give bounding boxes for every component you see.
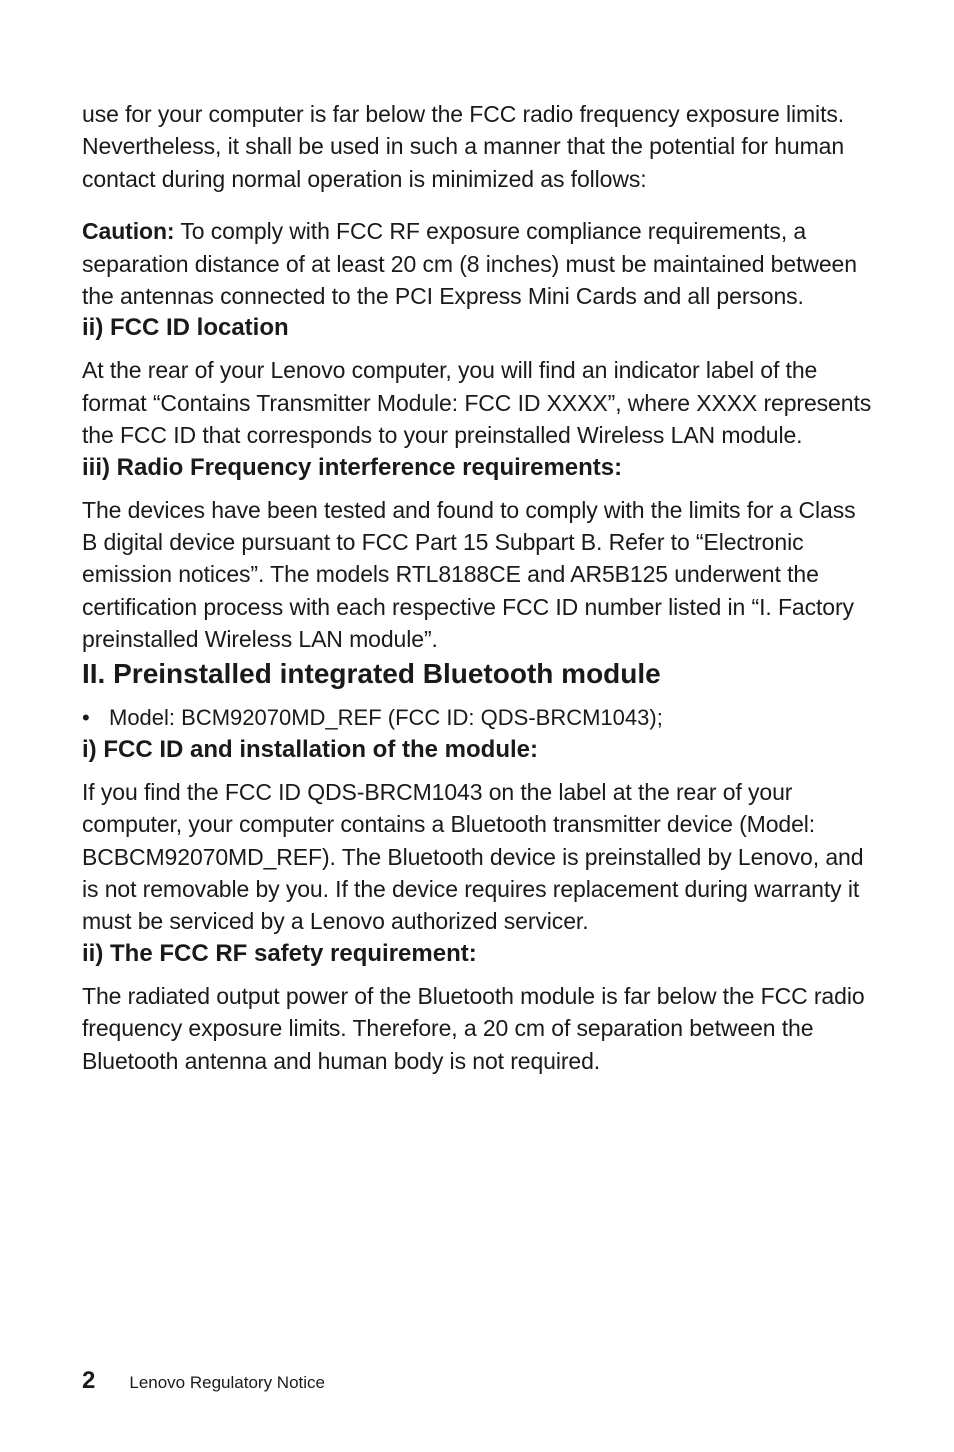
rf-interference-heading: iii) Radio Frequency interference requirements: [82, 453, 623, 481]
list-item [82, 702, 872, 734]
page-number: 2 [82, 1367, 96, 1394]
fcc-id-location-heading: ii) FCC ID location [82, 314, 289, 342]
bullet-icon: • [82, 704, 90, 730]
fcc-id-installation-body: If you find the FCC ID QDS-BRCM1043 on the label at the rear of your computer, your computer contains a Bluetooth transmitter device (Model: BCBCM92070MD_REF). The Bluetooth device is preinstalled by Lenovo, and is not removable by you. If the device requires replacement during warranty it must be serviced by a Lenovo authorized servicer. [82, 778, 864, 935]
caution-text: To comply with FCC RF exposure compliance requirements, a separation distance of at least 20 cm (8 inches) must be maintained between the antennas connected to the PCI Express Mini Cards and all persons. [82, 218, 857, 310]
footer-title: Lenovo Regulatory Notice [129, 1373, 325, 1392]
fcc-id-location-body: At the rear of your Lenovo computer, you will find an indicator label of the format “Contains Transmitter Module: FCC ID XXXX”, where XXXX represents the FCC ID that corresponds to your preinstalled Wireless LAN module. [82, 357, 872, 449]
rf-safety-heading: ii) The FCC RF safety requirement: [82, 939, 477, 967]
bluetooth-model-list [82, 702, 872, 734]
caution-label: Caution: [82, 218, 175, 245]
fcc-id-installation-heading: i) FCC ID and installation of the module: [82, 735, 538, 763]
document-page [82, 98, 872, 1077]
bluetooth-model-text: Model: BCM92070MD_REF (FCC ID: QDS-BRCM1043); [109, 704, 663, 730]
intro-paragraph: use for your computer is far below the FCC radio frequency exposure limits. Nevertheless, it shall be used in such a manner that the potential for human contact during normal operation is minimized as follows: [82, 101, 845, 192]
rf-interference-body: The devices have been tested and found to comply with the limits for a Class B digital device pursuant to FCC Part 15 Subpart B. Refer to “Electronic emission notices”. The models RTL8188CE and AR5B125 underwent the certification process with each respective FCC ID number listed in “I. Factory preinstalled Wireless LAN module”. [82, 496, 856, 653]
rf-safety-body: The radiated output power of the Bluetooth module is far below the FCC radio frequency exposure limits. Therefore, a 20 cm of separation between the Bluetooth antenna and human body is not required. [82, 982, 865, 1074]
page-footer [82, 1367, 325, 1395]
caution-paragraph [82, 215, 872, 312]
bluetooth-section-heading: II. Preinstalled integrated Bluetooth module [82, 657, 661, 689]
